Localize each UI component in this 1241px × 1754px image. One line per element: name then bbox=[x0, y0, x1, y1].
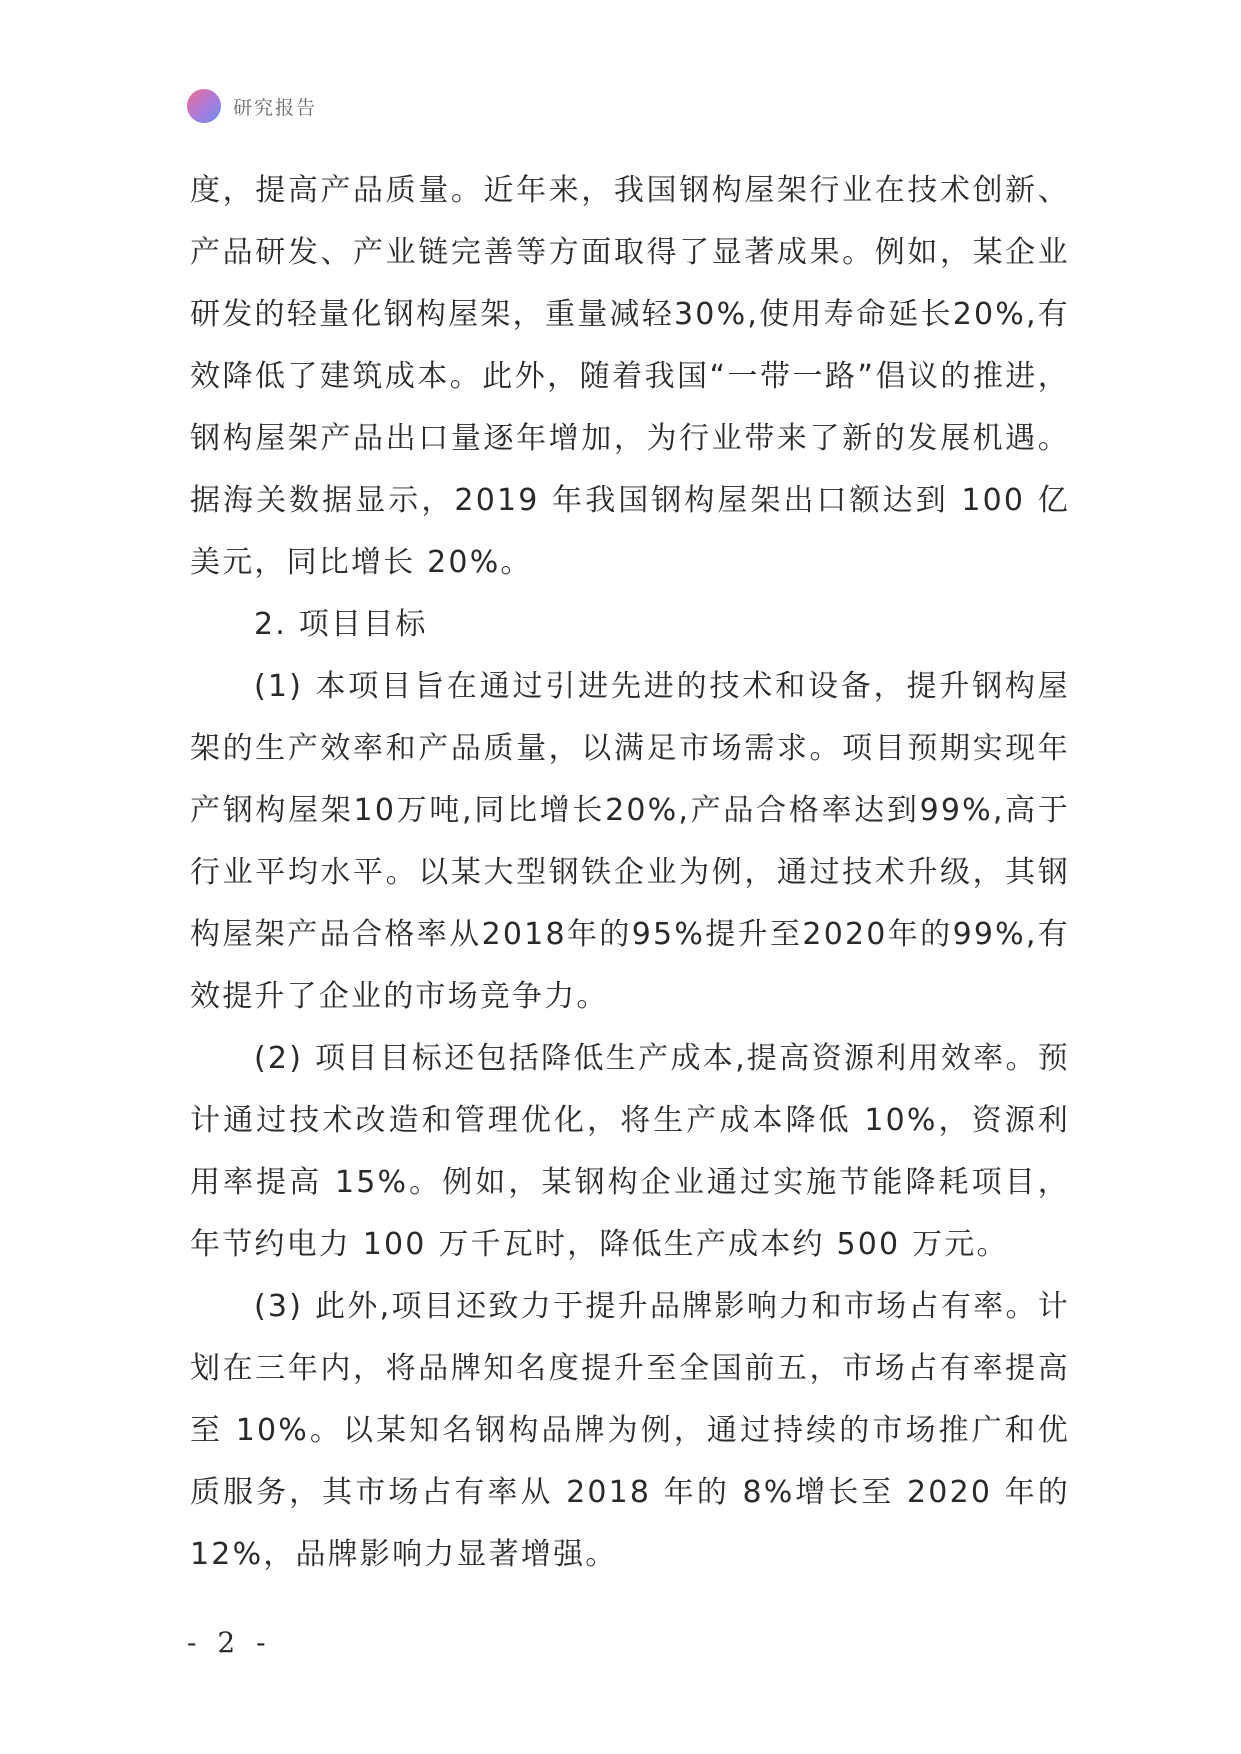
paragraph-goal-3: (3) 此外,项目还致力于提升品牌影响力和市场占有率。计划在三年内，将品牌知名度提升至全国前五，市场占有率提高至 10%。以某知名钢构品牌为例，通过持续的市场推广和优质服务，其市场占有率从 2018 年的 8%增长至 2020 年的 12%，品牌影响力显著增强。 bbox=[190, 1289, 1070, 1572]
paragraph-intro-continuation: 度，提高产品质量。近年来，我国钢构屋架行业在技术创新、产品研发、产业链完善等方面取得了显著成果。例如，某企业研发的轻量化钢构屋架，重量减轻30%,使用寿命延长20%,有效降低了建筑成本。此外，随着我国“一带一路”倡议的推进，钢构屋架产品出口量逐年增加，为行业带来了新的发展机遇。据海关数据显示，2019 年我国钢构屋架出口额达到 100 亿美元，同比增长 20%。 bbox=[190, 173, 1070, 580]
section-heading-project-goals: 2. 项目目标 bbox=[254, 607, 428, 642]
page-number: - 2 - bbox=[187, 1626, 272, 1659]
paragraph-goal-2: (2) 项目目标还包括降低生产成本,提高资源利用效率。预计通过技术改造和管理优化，将生产成本降低 10%，资源利用率提高 15%。例如，某钢构企业通过实施节能降耗项目，年节约电力 100 万千瓦时，降低生产成本约 500 万元。 bbox=[190, 1041, 1070, 1262]
page-header bbox=[187, 89, 317, 123]
logo-icon bbox=[187, 89, 221, 123]
document-body bbox=[190, 160, 1070, 1586]
paragraph-goal-1: (1) 本项目旨在通过引进先进的技术和设备，提升钢构屋架的生产效率和产品质量，以满足市场需求。项目预期实现年产钢构屋架10万吨,同比增长20%,产品合格率达到99%,高于行业平均水平。以某大型钢铁企业为例，通过技术升级，其钢构屋架产品合格率从2018年的95%提升至2020年的99%,有效提升了企业的市场竞争力。 bbox=[190, 669, 1070, 1014]
header-title: 研究报告 bbox=[233, 96, 318, 119]
